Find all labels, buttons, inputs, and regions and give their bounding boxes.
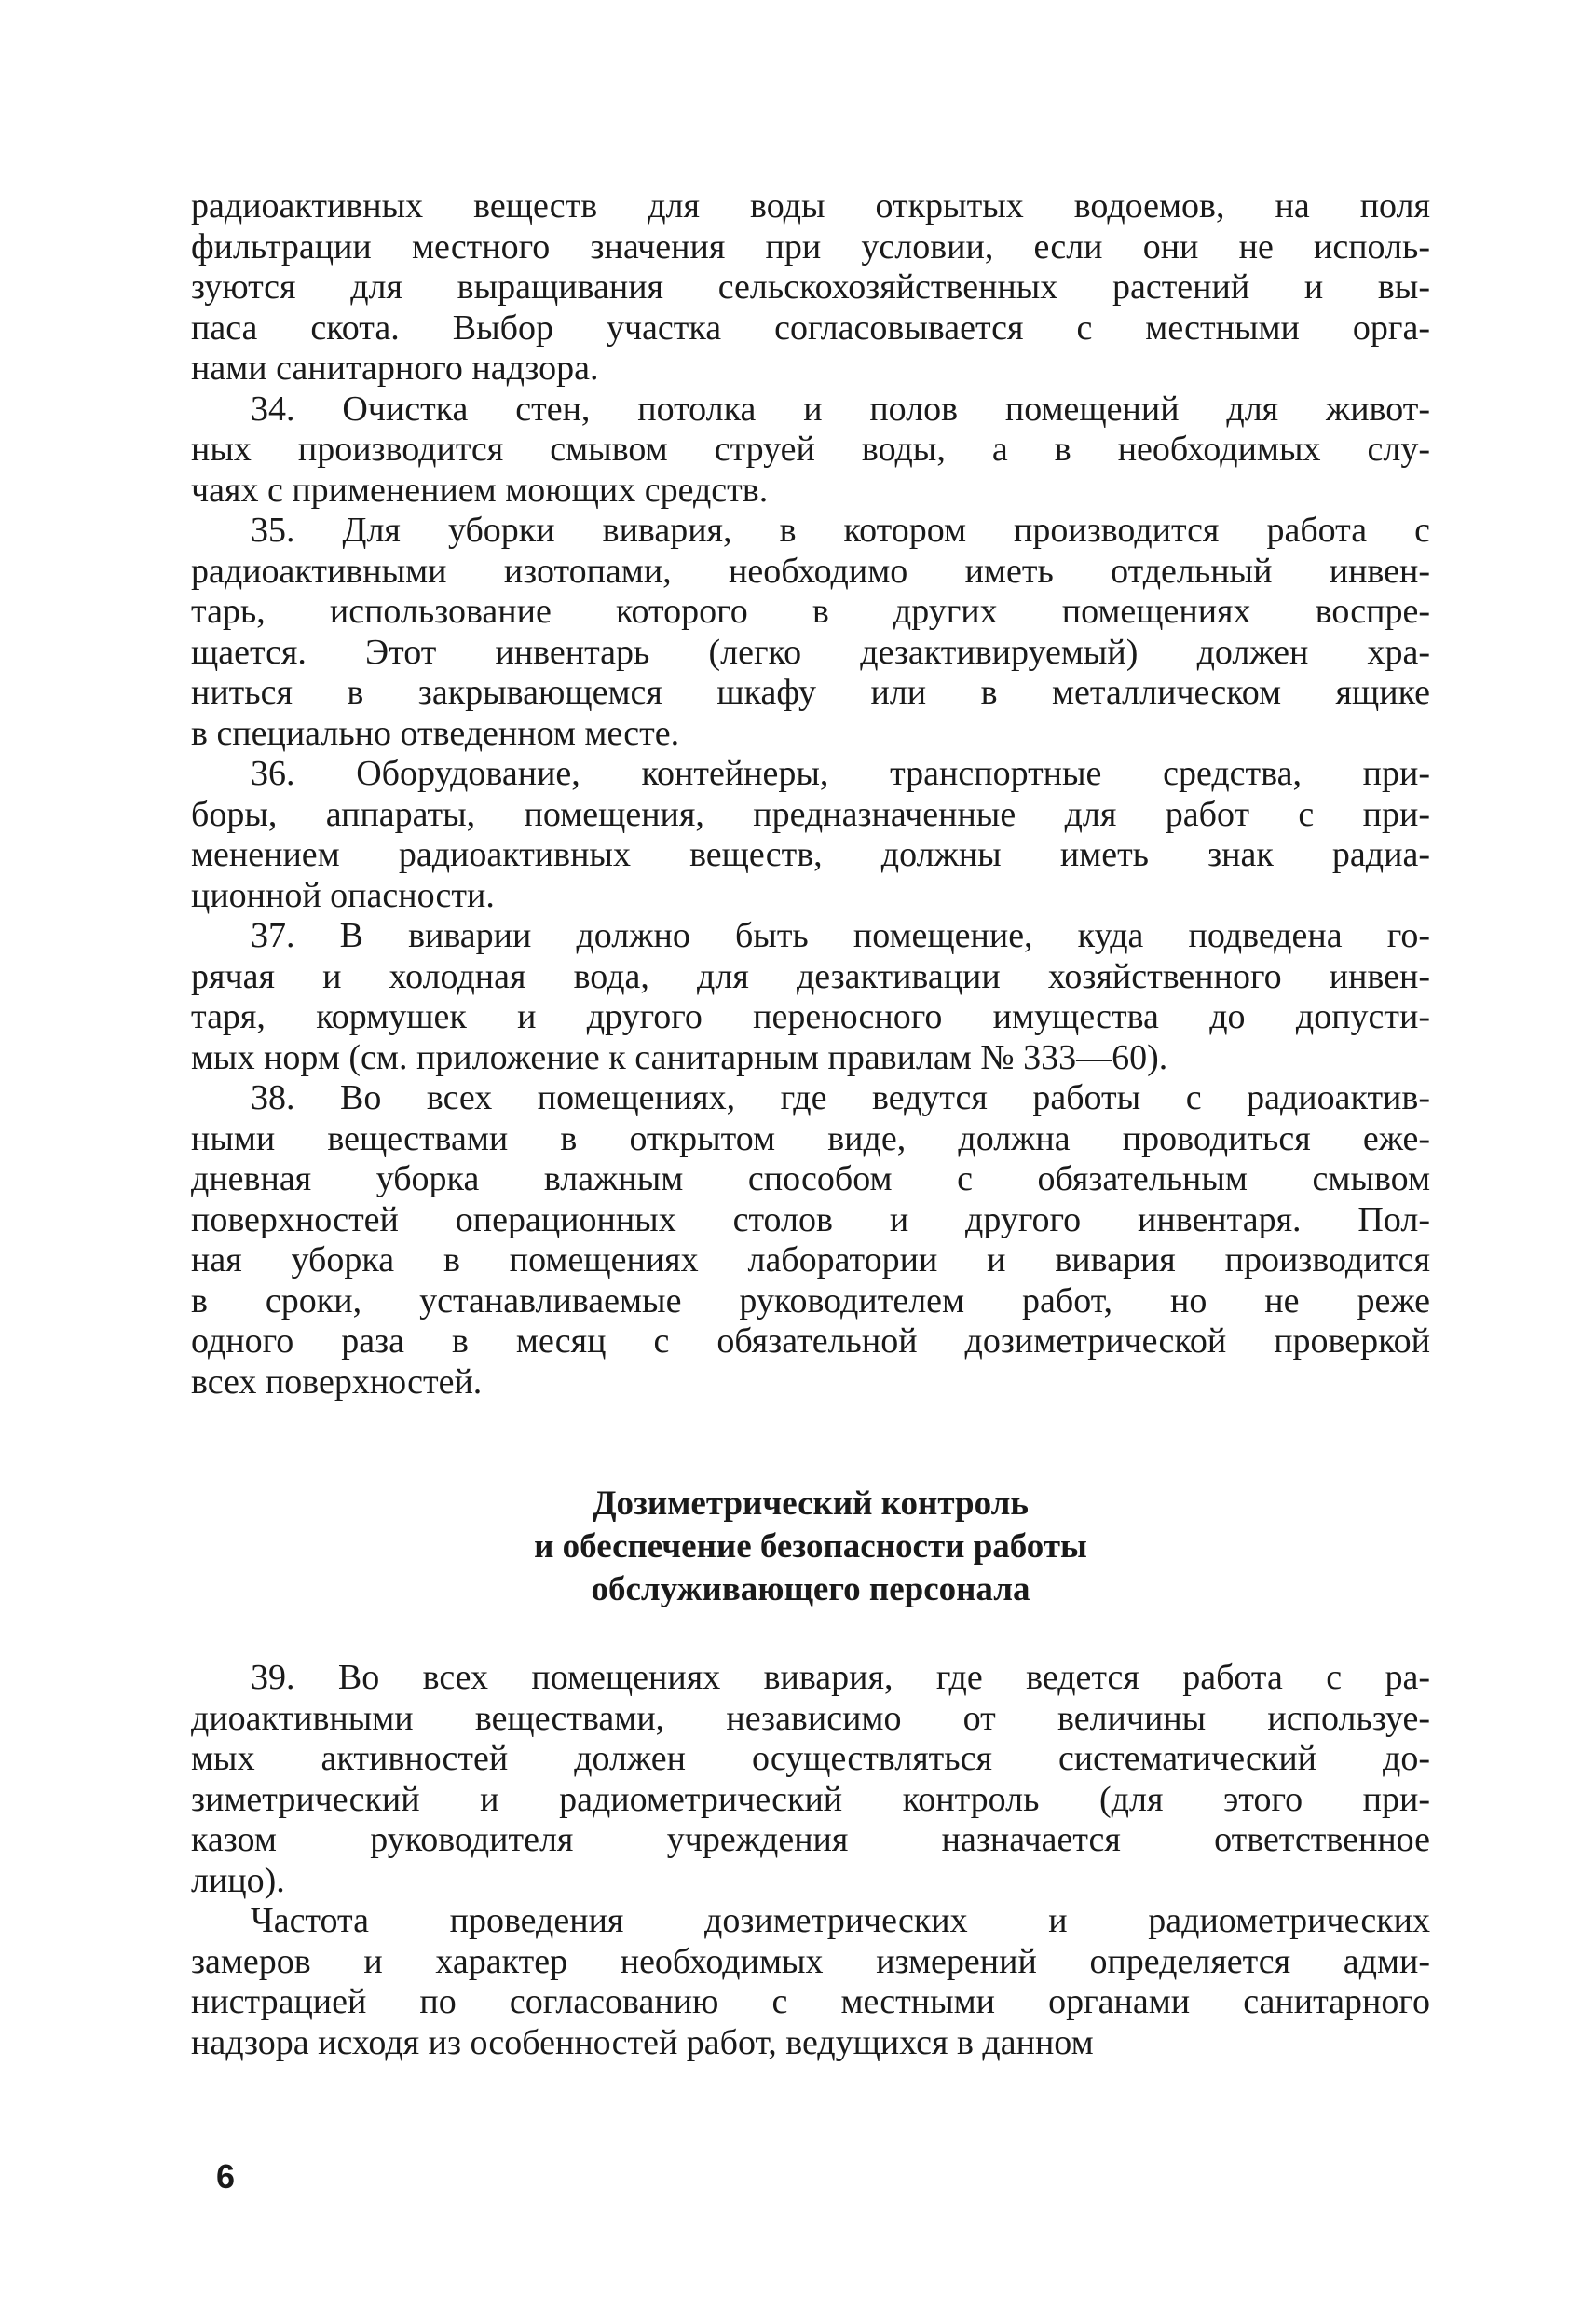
text-line: ная уборка в помещениях лаборатории и вивария производится (191, 1240, 1430, 1279)
text-line: таря, кормушек и другого переносного имущества до допусти- (191, 997, 1430, 1036)
paragraph-p33-end (191, 186, 1430, 390)
text-line: зиметрический и радиометрический контроль (для этого при- (191, 1779, 1430, 1819)
text-line: 39. Во всех помещениях вивария, где ведется работа с ра- (251, 1658, 1430, 1697)
text-line: 36. Оборудование, контейнеры, транспортные средства, при- (251, 754, 1430, 793)
text-line: в специально отведенном месте. (191, 713, 680, 753)
page-body (191, 186, 1430, 2063)
text-line: Частота проведения дозиметрических и радиометрических (251, 1901, 1430, 1940)
text-line: диоактивными веществами, независимо от величины используе- (191, 1698, 1430, 1738)
text-line: в сроки, устанавливаемые руководителем работ, но не реже (191, 1280, 1430, 1320)
paragraph-p39b (191, 1901, 1430, 2063)
text-line: замеров и характер необходимых измерений определяется адми- (191, 1941, 1430, 1981)
text-line: лицо). (191, 1860, 285, 1900)
paragraph-p36 (191, 754, 1430, 916)
text-line: 38. Во всех помещениях, где ведутся работы с радиоактив- (251, 1078, 1430, 1117)
text-line: чаях с применением моющих средств. (191, 470, 769, 510)
text-line: щается. Этот инвентарь (легко дезактивируемый) должен хра- (191, 632, 1430, 672)
text-line: менением радиоактивных веществ, должны иметь знак радиа- (191, 835, 1430, 874)
paragraph-p38 (191, 1078, 1430, 1402)
text-line: 35. Для уборки вивария, в котором производится работа с (251, 511, 1430, 550)
text-line: всех поверхностей. (191, 1361, 483, 1402)
text-line: одного раза в месяц с обязательной дозиметрической проверкой (191, 1321, 1430, 1361)
page-number: 6 (216, 2157, 236, 2196)
paragraph-p35 (191, 511, 1430, 754)
text-line: 37. В виварии должно быть помещение, куда подведена го- (251, 916, 1430, 955)
paragraph-p39 (191, 1658, 1430, 1901)
text-line: казом руководителя учреждения назначается ответственное (191, 1820, 1430, 1859)
text-line: фильтрации местного значения при условии, если они не исполь- (191, 226, 1430, 267)
section-heading-line-3: обслуживающего персонала (591, 1570, 1030, 1608)
text-line: рячая и холодная вода, для дезактивации хозяйственного инвен- (191, 956, 1430, 996)
section-heading-line-1: Дозиметрический контроль (593, 1484, 1029, 1523)
text-line: зуются для выращивания сельскохозяйственных растений и вы- (191, 267, 1430, 307)
text-line: радиоактивных веществ для воды открытых водоемов, на поля (191, 186, 1430, 226)
text-line: ниться в закрывающемся шкафу или в металлическом ящике (191, 673, 1430, 712)
text-line: радиоактивными изотопами, необходимо иметь отдельный инвен- (191, 551, 1430, 591)
section-heading (191, 1483, 1430, 1611)
text-line: нистрацией по согласованию с местными органами санитарного (191, 1982, 1430, 2021)
paragraph-p34 (191, 390, 1430, 512)
text-line: мых норм (см. приложение к санитарным правилам № 333—60). (191, 1037, 1168, 1077)
text-line: нами санитарного надзора. (191, 349, 599, 388)
text-line: мых активностей должен осуществляться систематический до- (191, 1739, 1430, 1778)
paragraphs-before-heading (191, 186, 1430, 1402)
text-line: боры, аппараты, помещения, предназначенные для работ с при- (191, 794, 1430, 834)
text-line: 34. Очистка стен, потолка и полов помещений для живот- (251, 389, 1430, 429)
paragraphs-after-heading (191, 1658, 1430, 2063)
text-line: ционной опасности. (191, 875, 495, 915)
text-line: поверхностей операционных столов и другого инвентаря. Пол- (191, 1199, 1430, 1239)
text-line: ными веществами в открытом виде, должна проводиться еже- (191, 1118, 1430, 1158)
text-line: паса скота. Выбор участка согласовывается с местными орга- (191, 308, 1430, 348)
text-line: тарь, использование которого в других помещениях воспре- (191, 592, 1430, 631)
paragraph-p37 (191, 916, 1430, 1078)
text-line: ных производится смывом струей воды, а в необходимых слу- (191, 430, 1430, 469)
text-line: надзора исходя из особенностей работ, ведущихся в данном (191, 2022, 1094, 2062)
section-heading-line-2: и обеспечение безопасности работы (534, 1527, 1087, 1566)
text-line: дневная уборка влажным способом с обязательным смывом (191, 1159, 1430, 1198)
